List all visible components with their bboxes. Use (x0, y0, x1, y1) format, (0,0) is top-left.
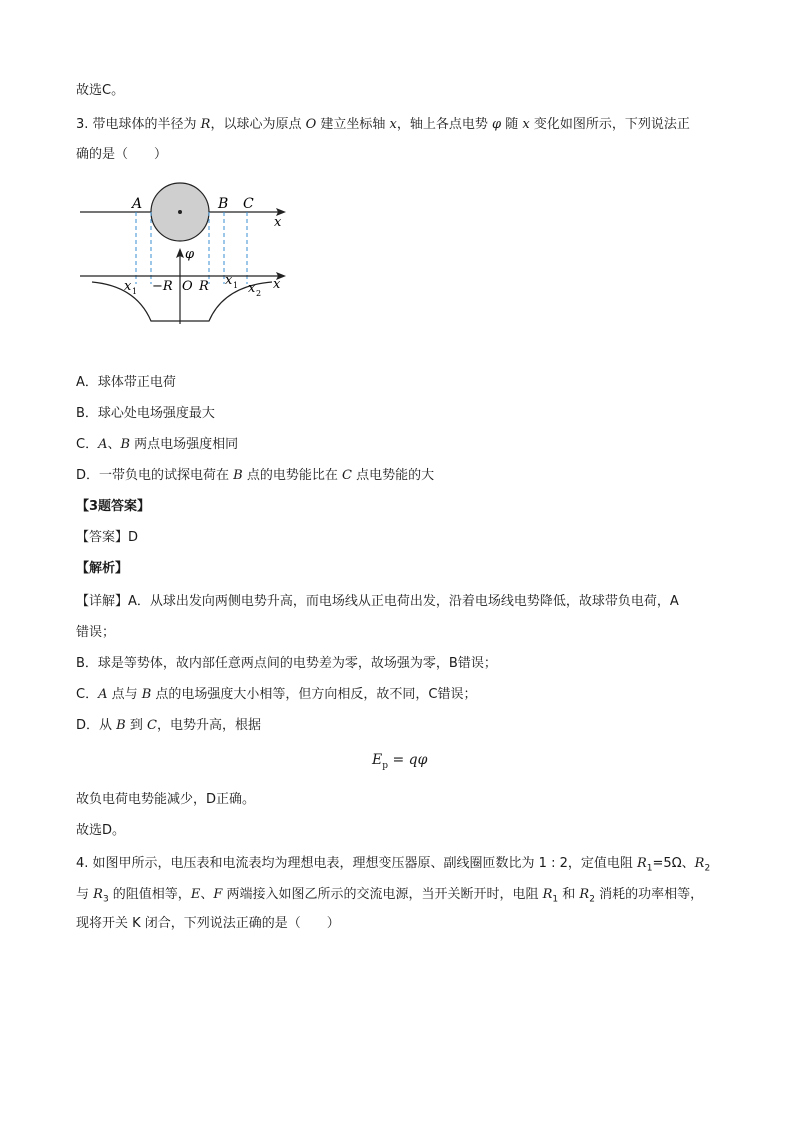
phi-axis-label: φ (185, 247, 195, 262)
q3-analysis-header: 【解析】 (76, 561, 129, 576)
q3-stem-line1: 3. 带电球体的半径为 R，以球心为原点 O 建立坐标轴 x，轴上各点电势 φ 随 x 变化如图所示，下列说法正 (76, 117, 690, 132)
previous-conclusion: 故选C。 (76, 83, 125, 98)
energy-formula: $E_p = q\varphi$ (372, 752, 428, 771)
label-x1-left: x (124, 279, 132, 294)
q3-detail-line2: 错误； (76, 625, 116, 640)
label-A: A (132, 196, 143, 212)
q3-answer: 【答案】D (76, 530, 139, 545)
potential-figure (76, 178, 296, 328)
q3-option-a: A．球体带正电荷 (76, 375, 176, 390)
label-minus-R: −R (152, 279, 173, 294)
q3-option-b: B．球心处电场强度最大 (76, 406, 215, 421)
q4-line1: 4. 如图甲所示，电压表和电流表均为理想电表，理想变压器原、副线圈匝数比为 1 : 2，定值电阻 $R_1=5\Omega$、$R_2$ (76, 856, 711, 874)
label-R: R (199, 279, 209, 294)
bottom-axis-label: x (273, 277, 281, 292)
q3-stem-line2: 确的是（ ） (76, 147, 168, 162)
sphere-center-dot (178, 210, 182, 214)
label-x1-right: x (225, 273, 233, 288)
q4-line2: 与 $R_3$ 的阻值相等，E、F 两端接入如图乙所示的交流电源，当开关断开时，电阻 $R_1$ 和 $R_2$ 消耗的功率相等， (76, 887, 704, 905)
label-x2-sub: 2 (256, 289, 262, 298)
q3-option-c: C．A、B 两点电场强度相同 (76, 437, 239, 452)
q3-detail-b: B．球是等势体，故内部任意两点间的电势差为零，故场强为零，B错误； (76, 656, 497, 671)
label-x1-right-sub: 1 (233, 281, 239, 290)
label-x1-left-sub: 1 (132, 287, 138, 296)
label-O: O (182, 279, 193, 294)
q3-detail-line1: 【详解】A．从球出发向两侧电势升高，而电场线从正电荷出发，沿着电场线电势降低，故球带负电荷，A (76, 594, 679, 609)
label-C: C (243, 196, 254, 212)
label-x2: x (248, 281, 256, 296)
q4-line3: 现将开关 K 闭合，下列说法正确的是（ ） (76, 916, 340, 931)
q3-answer-header: 【3题答案】 (76, 499, 151, 514)
q3-option-d: D．一带负电的试探电荷在 B 点的电势能比在 C 点电势能的大 (76, 468, 435, 483)
q3-detail-d: D．从 B 到 C，电势升高，根据 (76, 718, 261, 733)
q3-detail-c: C．A 点与 B 点的电场强度大小相等，但方向相反，故不同，C错误； (76, 687, 477, 702)
q3-conclusion: 故选D。 (76, 823, 126, 838)
label-B: B (218, 196, 229, 212)
q3-after-formula: 故负电荷电势能减少，D正确。 (76, 792, 256, 807)
top-axis-label: x (274, 215, 282, 230)
